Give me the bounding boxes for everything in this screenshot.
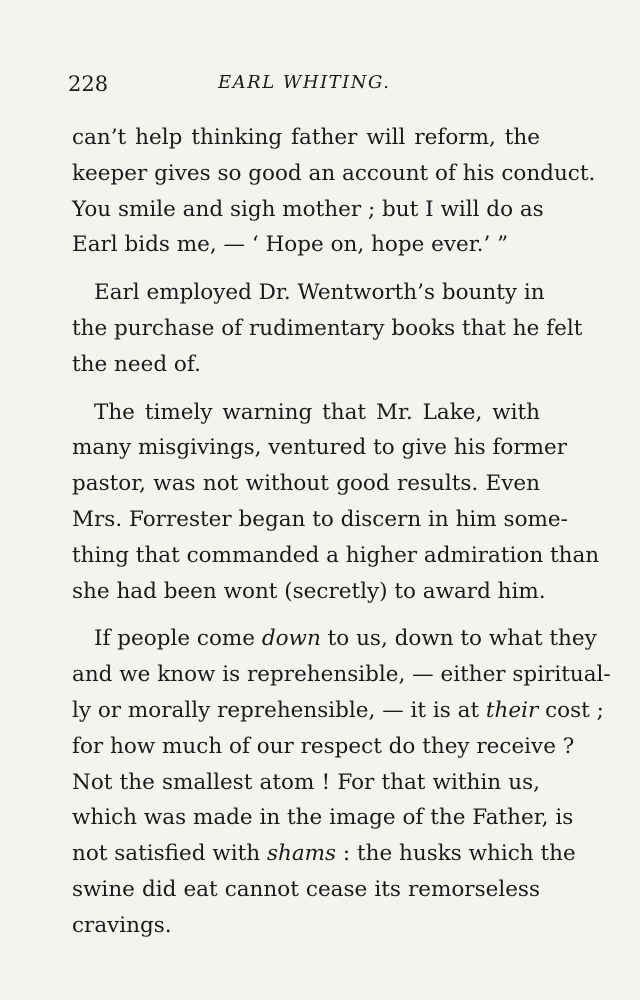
page-number: 228 [68, 72, 109, 96]
text-line: the purchase of rudimentary books that he felt [72, 315, 583, 341]
body-text [72, 120, 611, 944]
paragraph-gap [72, 263, 540, 275]
text-line: keeper gives so good an account of his conduct. [72, 160, 596, 186]
emphasis: their [485, 697, 539, 723]
paragraph [72, 395, 600, 610]
text-line: the need of. [72, 351, 201, 377]
paragraph-gap [72, 609, 540, 621]
text-line: Earl bids me, — ‘ Hope on, hope ever.’ ” [72, 232, 509, 258]
text-line: which was made in the image of the Father, is [72, 805, 574, 831]
paragraph-gap [72, 383, 540, 395]
text-line: Mrs. Forrester began to discern in him some- [72, 506, 568, 532]
page-header [68, 72, 550, 102]
emphasis: shams [266, 841, 337, 867]
text-line: You smile and sigh mother ; but I will do as [72, 196, 544, 222]
text-line: cravings. [72, 912, 172, 938]
emphasis: down [261, 626, 321, 652]
text-line: thing that commanded a higher admiration than [72, 542, 600, 568]
text-line: for how much of our respect do they receive ? [72, 733, 575, 759]
text-line: If people come down to us, down to what they [94, 626, 597, 652]
text-line: and we know is reprehensible, — either spiritual- [72, 662, 611, 688]
text-line: ly or morally reprehensible, — it is at their cost ; [72, 697, 604, 723]
text-line: can’t help thinking father will reform, the [72, 125, 540, 150]
paragraph [72, 621, 611, 943]
text-line: swine did eat cannot cease its remorseless [72, 876, 540, 902]
text-line: she had been wont (secretly) to award him. [72, 578, 546, 604]
text-line: The timely warning that Mr. Lake, with [94, 399, 540, 425]
text-line: many misgivings, ventured to give his former [72, 435, 568, 461]
text-line: pastor, was not without good results. Even [72, 471, 540, 497]
paragraph [72, 275, 583, 382]
text-line: Not the smallest atom ! For that within us, [72, 769, 540, 795]
running-title: EARL WHITING. [218, 72, 391, 93]
text-line: Earl employed Dr. Wentworth’s bounty in [94, 280, 545, 306]
paragraph [72, 120, 596, 263]
text-line: not satisfied with shams : the husks which the [72, 841, 576, 867]
